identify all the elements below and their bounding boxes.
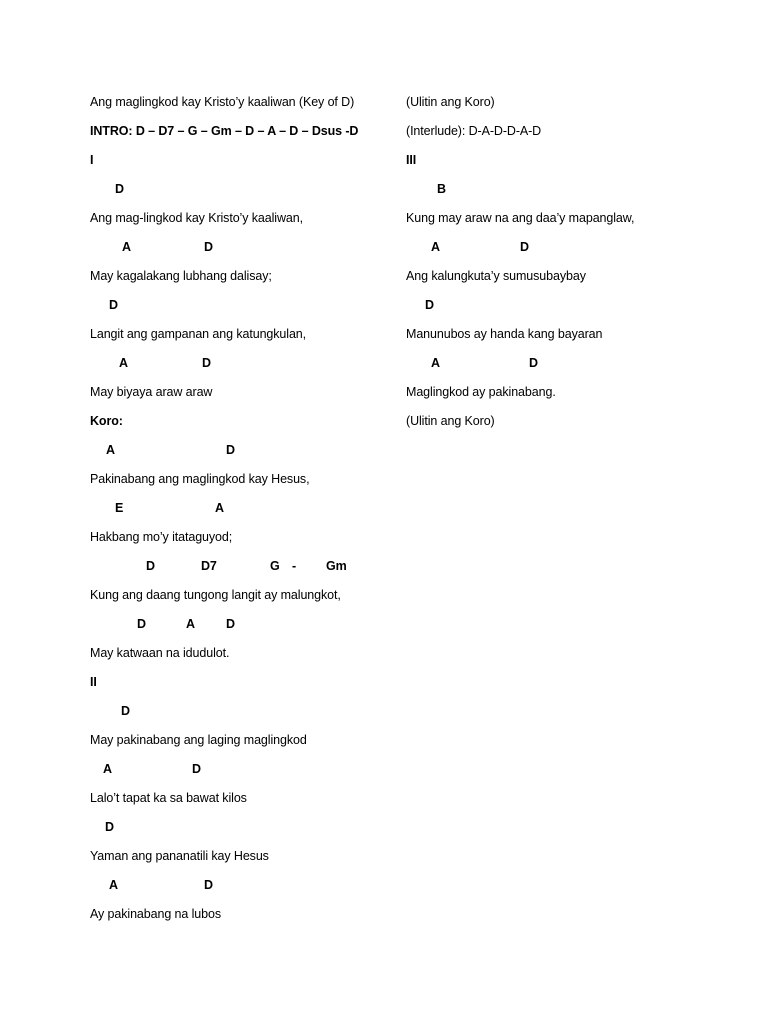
chord-line	[90, 177, 390, 206]
chord: Gm	[326, 559, 347, 573]
chord: A	[109, 878, 118, 892]
chord-line	[90, 438, 390, 467]
section-heading: I	[90, 153, 94, 167]
chord: D	[226, 443, 235, 457]
chord-line	[406, 235, 736, 264]
chord-line	[90, 815, 390, 844]
lyric-line: Ang maglingkod kay Kristo’y kaaliwan (Key of D)	[90, 95, 355, 109]
chord-line	[90, 757, 390, 786]
chord-line	[90, 699, 390, 728]
lyric-line: May biyaya araw araw	[90, 385, 213, 399]
chord: A	[122, 240, 131, 254]
left-column	[90, 90, 390, 931]
chord: D	[121, 704, 130, 718]
chord: -	[292, 559, 297, 573]
section-heading: II	[90, 675, 97, 689]
chord-line	[406, 177, 736, 206]
chord: D	[202, 356, 211, 370]
lyric-line: Pakinabang ang maglingkod kay Hesus,	[90, 472, 310, 486]
chord: D	[204, 878, 213, 892]
chord: D	[115, 182, 124, 196]
lyric-line: Kung ang daang tungong langit ay malungkot,	[90, 588, 341, 602]
section-heading: III	[406, 153, 417, 167]
chord: D	[226, 617, 235, 631]
chord-line	[90, 351, 390, 380]
chord: B	[437, 182, 446, 196]
lyric-line: May kagalakang lubhang dalisay;	[90, 269, 272, 283]
right-column	[406, 90, 736, 438]
lyric-line: Lalo’t tapat ka sa bawat kilos	[90, 791, 247, 805]
chord: A	[106, 443, 115, 457]
chord-line	[90, 293, 390, 322]
chord-line	[90, 612, 390, 641]
lyric-line: (Interlude): D-A-D-D-A-D	[406, 124, 542, 138]
chord: D7	[201, 559, 217, 573]
section-heading: Koro:	[90, 414, 123, 428]
lyric-line: Yaman ang pananatili kay Hesus	[90, 849, 269, 863]
chord-line	[90, 496, 390, 525]
lyric-line: May katwaan na idudulot.	[90, 646, 230, 660]
chord: A	[431, 356, 440, 370]
lyric-line: May pakinabang ang laging maglingkod	[90, 733, 307, 747]
chord: D	[425, 298, 434, 312]
lyric-line: Ay pakinabang na lubos	[90, 907, 222, 921]
lyric-line: Hakbang mo’y itataguyod;	[90, 530, 233, 544]
chord: D	[192, 762, 201, 776]
section-heading: INTRO: D – D7 – G – Gm – D – A – D – Dsus -D	[90, 124, 359, 138]
lyric-line: Manunubos ay handa kang bayaran	[406, 327, 603, 341]
chord-line	[90, 554, 390, 583]
chord: D	[105, 820, 114, 834]
chord: D	[529, 356, 538, 370]
lyric-line: (Ulitin ang Koro)	[406, 414, 495, 428]
chord: D	[520, 240, 529, 254]
lyric-line: Kung may araw na ang daa’y mapanglaw,	[406, 211, 635, 225]
chord: E	[115, 501, 124, 515]
lyric-line: Ang mag-lingkod kay Kristo’y kaaliwan,	[90, 211, 303, 225]
chord: A	[119, 356, 128, 370]
chord-line	[406, 351, 736, 380]
chord: A	[431, 240, 440, 254]
lyric-line: Maglingkod ay pakinabang.	[406, 385, 556, 399]
chord-line	[90, 873, 390, 902]
lyric-line: (Ulitin ang Koro)	[406, 95, 495, 109]
chord: A	[186, 617, 195, 631]
chord: D	[146, 559, 155, 573]
chord: G	[270, 559, 280, 573]
chord: A	[215, 501, 224, 515]
chord-line	[90, 235, 390, 264]
chord: A	[103, 762, 112, 776]
chord: D	[137, 617, 146, 631]
chord-line	[406, 293, 736, 322]
chord: D	[204, 240, 213, 254]
lyric-line: Langit ang gampanan ang katungkulan,	[90, 327, 307, 341]
lyric-line: Ang kalungkuta’y sumusubaybay	[406, 269, 586, 283]
chord: D	[109, 298, 118, 312]
